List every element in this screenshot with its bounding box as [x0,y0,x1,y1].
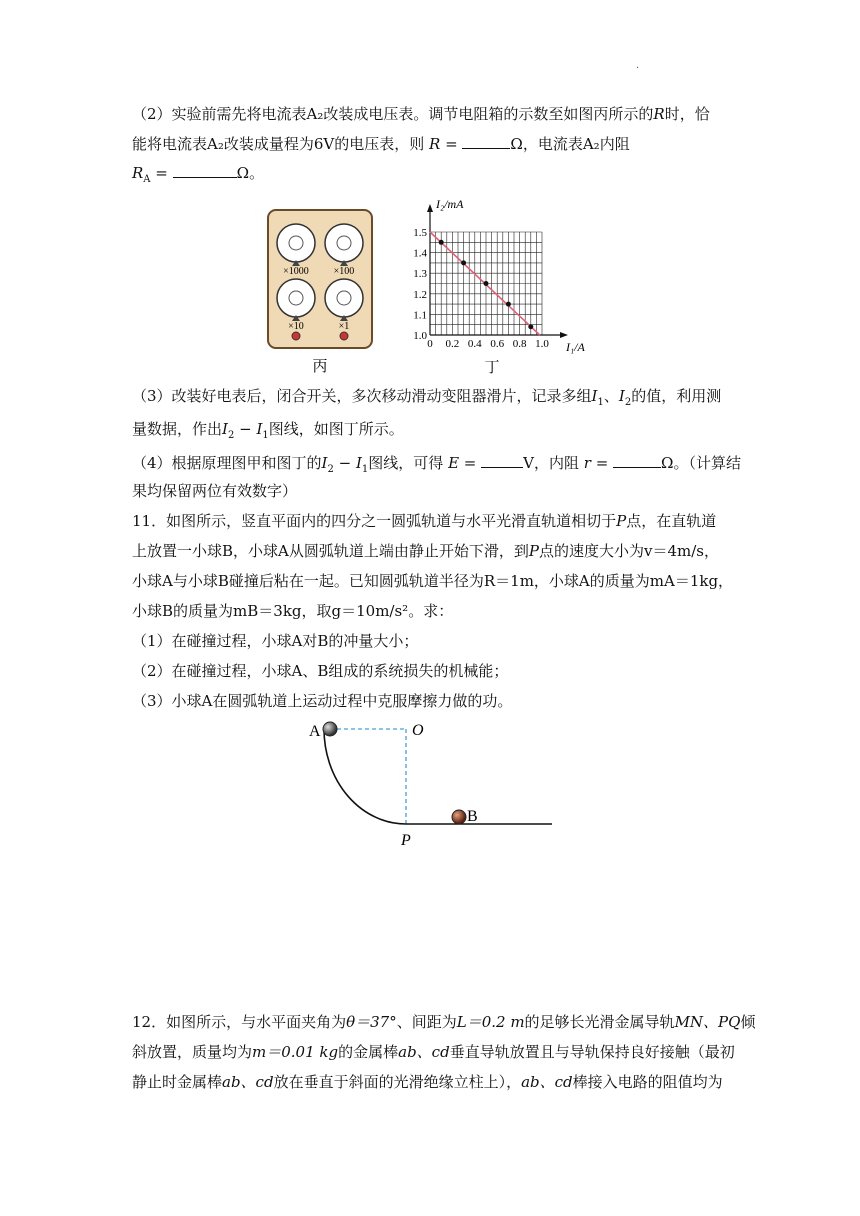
q10-p3-line2: 量数据，作出$I_2 - I_1$图线，如图丁所示。 [132,420,404,441]
data-point [528,324,533,329]
q10-p2-line1: （2）实验前需先将电流表A₂改装成电压表。调节电阻箱的示数至如图丙所示的R时，恰 [132,105,710,123]
y-tick-label: 1.3 [413,268,427,281]
x-tick-label: 0 [427,338,433,350]
q11-line2: 上放置一小球B，小球A从圆弧轨道上端由静止开始下滑，到P点的速度大小为v＝4m/s， [132,542,719,560]
blank-RA [173,163,237,178]
x-tick-label: 0.6 [490,338,505,350]
blank-r [613,453,661,468]
y-tick-label: 1.2 [413,288,427,301]
label-A: A [309,723,321,740]
y-tick-label: 1.0 [413,330,427,342]
knob-label-10: ×10 [288,321,304,332]
arc-track [324,729,406,824]
x-tick-label: 0.8 [512,338,527,350]
q11-line4: 小球B的质量为mB＝3kg，取g＝10m/s²。求： [132,602,454,620]
x-axis-arrow [560,332,568,338]
knob-label-1000: ×1000 [283,266,309,277]
figure-ding-chart [400,196,600,381]
q11-question-1: （1）在碰撞过程，小球A对B的冲量大小； [132,632,419,650]
q11-question-3: （3）小球A在圆弧轨道上运动过程中克服摩擦力做的功。 [132,692,513,710]
chart-ylabel: I₂/mA [436,197,464,211]
terminal-right [340,332,348,340]
q10-p4-line1: （4）根据原理图甲和图丁的$I_2 - I_1$图线，可得 E = V，内阻 r = Ω。（计算结 [132,454,741,475]
x-tick-label: 0.2 [445,338,460,350]
ball-A [323,722,337,736]
data-point [484,281,489,286]
blank-R [462,134,510,149]
label-B: B [467,808,478,825]
x-tick-label: 1.0 [535,338,549,350]
q12-line1: 12．如图所示，与水平面夹角为θ＝37°、间距为L＝0.2 m的足够长光滑金属导轨MN、PQ倾 [132,1013,756,1031]
figure-bing-resistance-box [266,208,376,378]
q12-line3: 静止时金属棒ab、cd放在垂直于斜面的光滑绝缘立柱上），ab、cd棒接入电路的阻值均为 [132,1073,723,1091]
knob-label-100: ×100 [333,266,355,277]
q11-line3: 小球A与小球B碰撞后粘在一起。已知圆弧轨道半径为R＝1m，小球A的质量为mA＝1kg， [132,572,734,590]
caption-bing: 丙 [312,359,328,375]
q12-line2: 斜放置，质量均为m＝0.01 kg的金属棒ab、cd垂直导轨放置且与导轨保持良好接触（最初 [132,1043,735,1061]
caption-ding: 丁 [484,360,500,376]
data-point [506,302,511,307]
chart-xlabel: I₁/A [566,340,585,354]
q11-line1: 11．如图所示，竖直平面内的四分之一圆弧轨道与水平光滑直轨道相切于P点，在直轨道 [132,512,717,530]
x-tick-label: 0.4 [467,338,482,350]
q10-p2-line3: $R_A = \Omega$。 [132,164,265,185]
q10-p2-line2: 能将电流表A₂改装成量程为6V的电压表，则 R = Ω，电流表A₂内阻 [132,135,630,153]
chart-axes [427,204,568,338]
ball-B [452,810,466,824]
data-point [461,260,466,265]
label-P: P [401,832,411,849]
y-tick-label: 1.4 [413,247,427,260]
q10-p4-line2: 果均保留两位有效数字） [132,482,298,500]
terminal-left [292,332,300,340]
knob-label-1: ×1 [338,321,350,332]
data-point [439,240,444,245]
label-O: O [412,722,424,739]
y-tick-label: 1.5 [413,227,427,239]
q11-question-2: （2）在碰撞过程，小球A、B组成的系统损失的机械能； [132,662,509,680]
figure-q11-track [300,712,560,852]
chart-ticks [413,227,549,350]
blank-E [481,453,523,468]
y-axis-arrow [427,204,433,212]
q10-p3-line1: （3）改装好电表后，闭合开关，多次移动滑动变阻器滑片，记录多组$I_1$、$I_2$的值，利用测 [132,387,722,408]
corner-mark: . [636,60,640,71]
y-tick-label: 1.1 [413,309,427,322]
